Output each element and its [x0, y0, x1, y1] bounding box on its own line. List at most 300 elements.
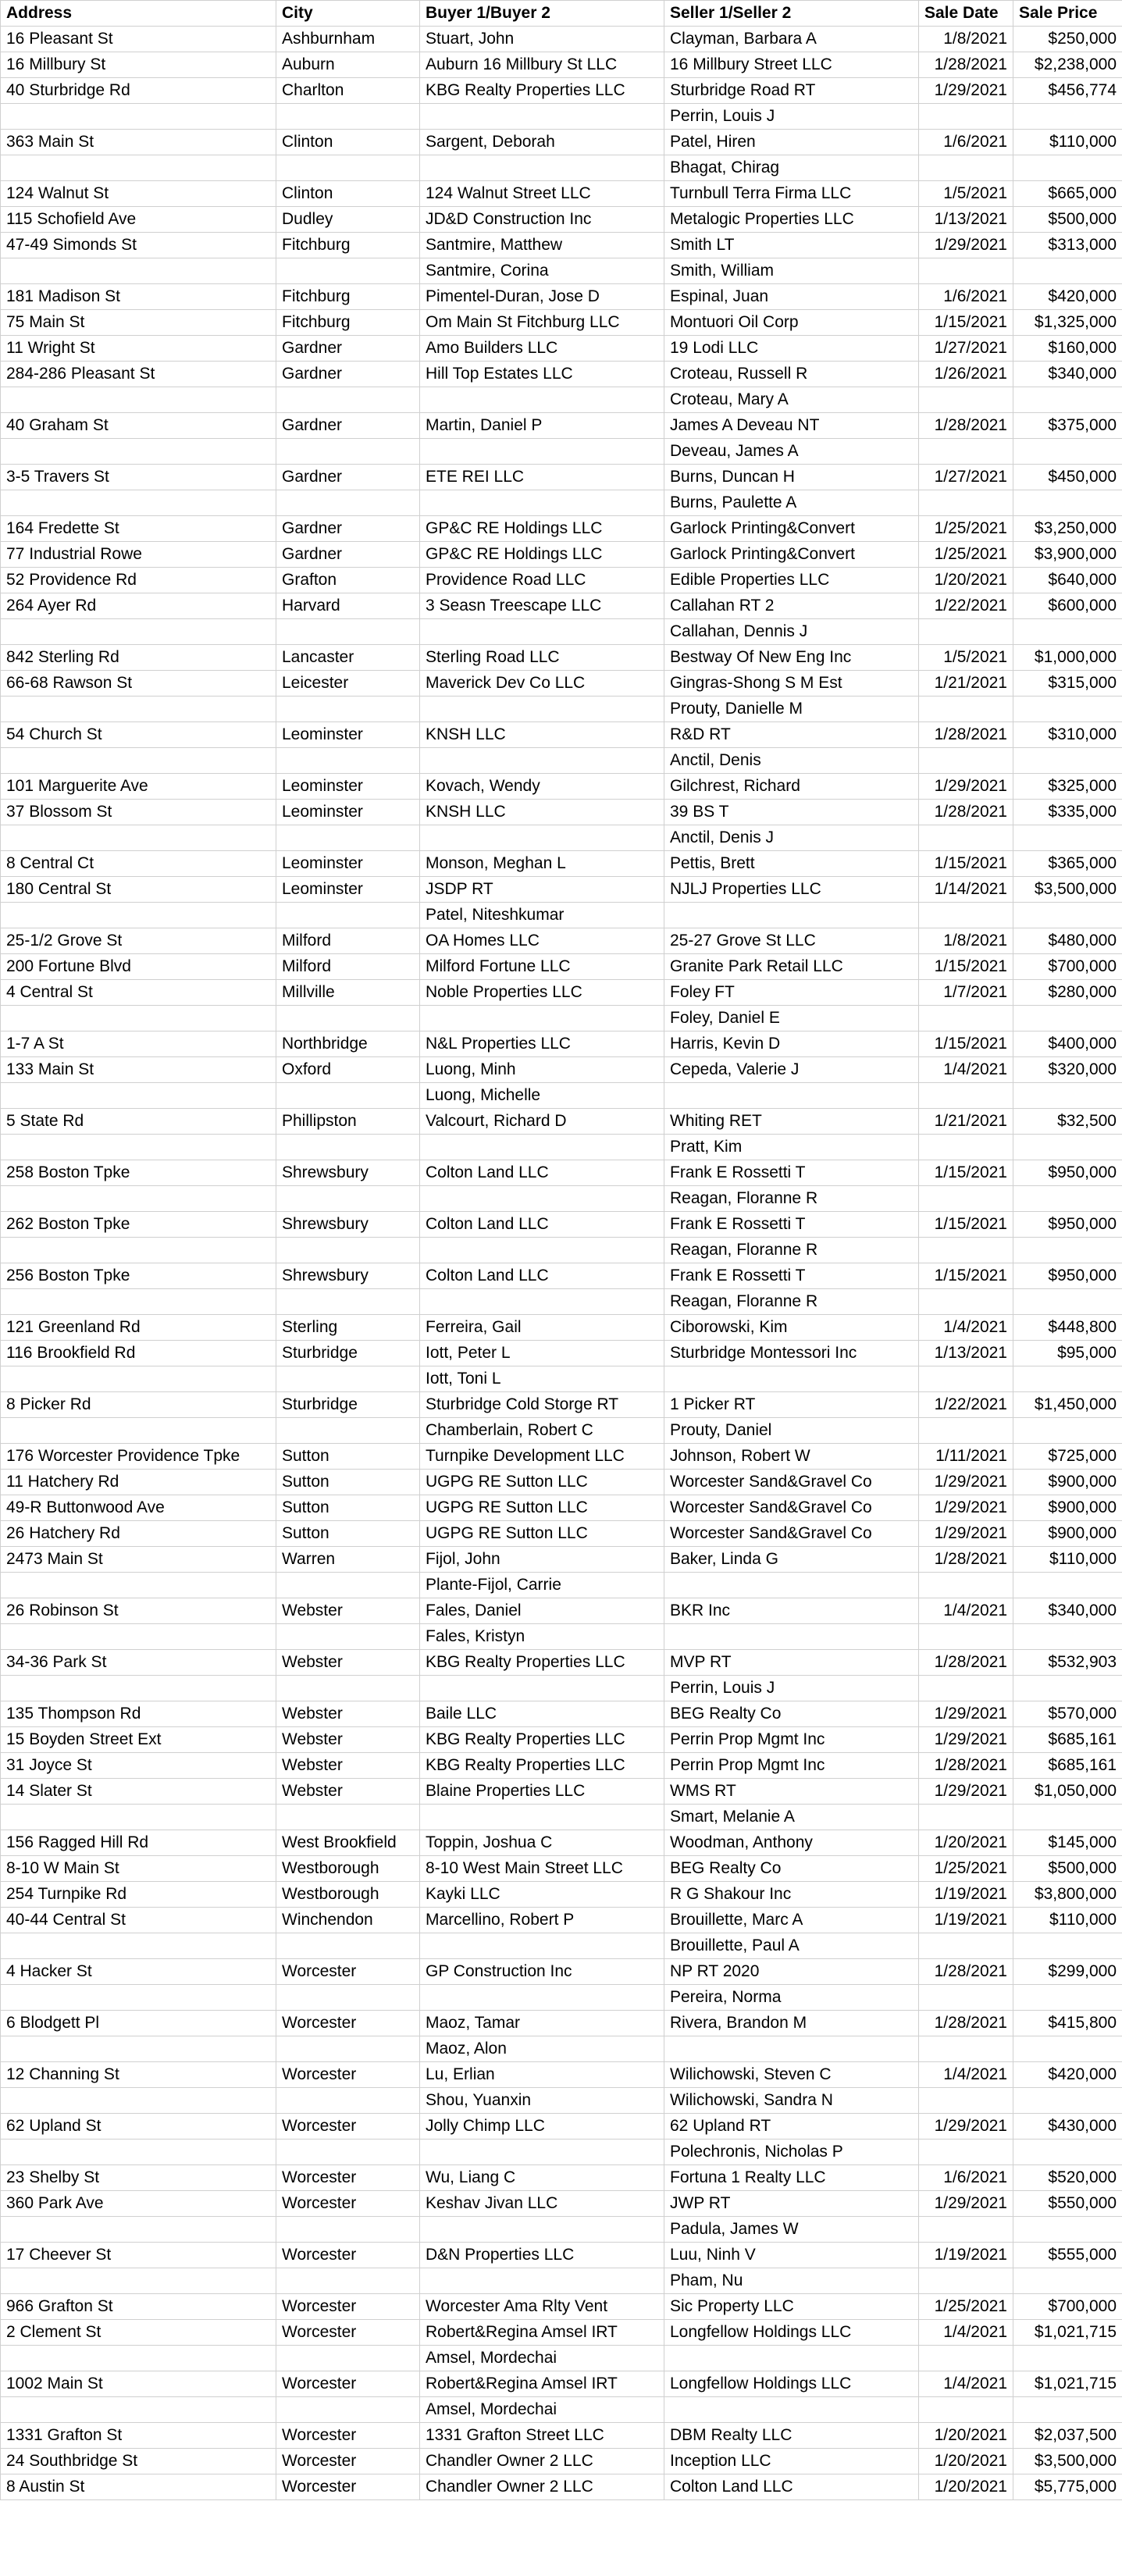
cell-seller[interactable]: Perrin Prop Mgmt Inc	[664, 1727, 919, 1753]
cell-buyer[interactable]: Pimentel-Duran, Jose D	[420, 284, 664, 310]
cell-city[interactable]: Warren	[276, 1547, 420, 1573]
cell-address[interactable]	[1, 903, 276, 928]
cell-city[interactable]	[276, 2397, 420, 2423]
cell-sale-date[interactable]: 1/4/2021	[919, 1315, 1013, 1341]
cell-address[interactable]: 25-1/2 Grove St	[1, 928, 276, 954]
cell-sale-date[interactable]: 1/19/2021	[919, 2243, 1013, 2268]
cell-city[interactable]	[276, 619, 420, 645]
cell-sale-date[interactable]	[919, 2268, 1013, 2294]
cell-seller[interactable]: Frank E Rossetti T	[664, 1212, 919, 1238]
cell-sale-price[interactable]: $685,161	[1013, 1753, 1122, 1779]
cell-buyer[interactable]: Chandler Owner 2 LLC	[420, 2474, 664, 2500]
cell-city[interactable]: Shrewsbury	[276, 1160, 420, 1186]
cell-sale-date[interactable]: 1/15/2021	[919, 1212, 1013, 1238]
cell-sale-price[interactable]: $725,000	[1013, 1444, 1122, 1470]
cell-seller[interactable]: Smart, Melanie A	[664, 1805, 919, 1830]
cell-sale-date[interactable]: 1/8/2021	[919, 928, 1013, 954]
cell-sale-date[interactable]: 1/28/2021	[919, 1959, 1013, 1985]
cell-buyer[interactable]: Amo Builders LLC	[420, 336, 664, 362]
cell-sale-price[interactable]: $160,000	[1013, 336, 1122, 362]
cell-sale-date[interactable]	[919, 490, 1013, 516]
cell-seller[interactable]: Bhagat, Chirag	[664, 155, 919, 181]
cell-buyer[interactable]	[420, 1135, 664, 1160]
cell-sale-date[interactable]: 1/20/2021	[919, 2423, 1013, 2449]
cell-sale-price[interactable]: $32,500	[1013, 1109, 1122, 1135]
cell-seller[interactable]: Pettis, Brett	[664, 851, 919, 877]
cell-sale-price[interactable]	[1013, 1083, 1122, 1109]
cell-sale-date[interactable]: 1/28/2021	[919, 52, 1013, 78]
cell-buyer[interactable]: Chamberlain, Robert C	[420, 1418, 664, 1444]
cell-address[interactable]	[1, 1676, 276, 1701]
cell-seller[interactable]: 16 Millbury Street LLC	[664, 52, 919, 78]
cell-seller[interactable]: Granite Park Retail LLC	[664, 954, 919, 980]
cell-address[interactable]: 200 Fortune Blvd	[1, 954, 276, 980]
cell-city[interactable]	[276, 1933, 420, 1959]
cell-sale-price[interactable]	[1013, 1135, 1122, 1160]
cell-seller[interactable]: Frank E Rossetti T	[664, 1160, 919, 1186]
cell-address[interactable]	[1, 155, 276, 181]
cell-sale-price[interactable]: $700,000	[1013, 954, 1122, 980]
cell-sale-price[interactable]: $3,500,000	[1013, 2449, 1122, 2474]
cell-city[interactable]	[276, 490, 420, 516]
cell-address[interactable]	[1, 1135, 276, 1160]
cell-sale-date[interactable]: 1/19/2021	[919, 1908, 1013, 1933]
cell-seller[interactable]: DBM Realty LLC	[664, 2423, 919, 2449]
cell-address[interactable]: 4 Hacker St	[1, 1959, 276, 1985]
cell-buyer[interactable]: Worcester Ama Rlty Vent	[420, 2294, 664, 2320]
cell-seller[interactable]	[664, 2346, 919, 2371]
cell-sale-date[interactable]: 1/15/2021	[919, 1160, 1013, 1186]
cell-sale-date[interactable]	[919, 104, 1013, 130]
cell-sale-date[interactable]: 1/28/2021	[919, 1650, 1013, 1676]
cell-address[interactable]: 966 Grafton St	[1, 2294, 276, 2320]
cell-seller[interactable]: Longfellow Holdings LLC	[664, 2371, 919, 2397]
cell-address[interactable]: 8 Picker Rd	[1, 1392, 276, 1418]
cell-seller[interactable]: Colton Land LLC	[664, 2474, 919, 2500]
cell-address[interactable]: 17 Cheever St	[1, 2243, 276, 2268]
cell-seller[interactable]: Anctil, Denis	[664, 748, 919, 774]
cell-buyer[interactable]: GP&C RE Holdings LLC	[420, 516, 664, 542]
cell-sale-price[interactable]: $110,000	[1013, 1908, 1122, 1933]
cell-city[interactable]: Worcester	[276, 2474, 420, 2500]
cell-address[interactable]: 14 Slater St	[1, 1779, 276, 1805]
cell-sale-price[interactable]: $280,000	[1013, 980, 1122, 1006]
cell-address[interactable]: 180 Central St	[1, 877, 276, 903]
cell-sale-price[interactable]: $950,000	[1013, 1160, 1122, 1186]
cell-address[interactable]	[1, 2346, 276, 2371]
cell-city[interactable]	[276, 387, 420, 413]
cell-sale-date[interactable]: 1/6/2021	[919, 130, 1013, 155]
cell-sale-price[interactable]: $340,000	[1013, 362, 1122, 387]
cell-sale-price[interactable]	[1013, 1006, 1122, 1031]
cell-address[interactable]: 11 Hatchery Rd	[1, 1470, 276, 1495]
cell-sale-price[interactable]: $145,000	[1013, 1830, 1122, 1856]
cell-sale-price[interactable]: $110,000	[1013, 1547, 1122, 1573]
cell-sale-date[interactable]: 1/5/2021	[919, 645, 1013, 671]
cell-sale-price[interactable]	[1013, 490, 1122, 516]
cell-city[interactable]: Lancaster	[276, 645, 420, 671]
cell-address[interactable]: 37 Blossom St	[1, 800, 276, 825]
cell-sale-price[interactable]: $5,775,000	[1013, 2474, 1122, 2500]
cell-address[interactable]: 116 Brookfield Rd	[1, 1341, 276, 1366]
cell-address[interactable]	[1, 1624, 276, 1650]
cell-address[interactable]	[1, 2088, 276, 2114]
cell-address[interactable]: 264 Ayer Rd	[1, 593, 276, 619]
cell-sale-price[interactable]: $3,500,000	[1013, 877, 1122, 903]
cell-buyer[interactable]: Keshav Jivan LLC	[420, 2191, 664, 2217]
cell-sale-date[interactable]: 1/20/2021	[919, 1830, 1013, 1856]
cell-sale-date[interactable]	[919, 2140, 1013, 2165]
cell-sale-date[interactable]: 1/29/2021	[919, 1495, 1013, 1521]
cell-address[interactable]: 8 Central Ct	[1, 851, 276, 877]
cell-seller[interactable]: Turnbull Terra Firma LLC	[664, 181, 919, 207]
cell-seller[interactable]: Callahan RT 2	[664, 593, 919, 619]
cell-address[interactable]	[1, 2140, 276, 2165]
cell-sale-price[interactable]	[1013, 2268, 1122, 2294]
cell-buyer[interactable]: Kayki LLC	[420, 1882, 664, 1908]
cell-city[interactable]	[276, 1624, 420, 1650]
cell-city[interactable]: Phillipston	[276, 1109, 420, 1135]
cell-address[interactable]: 49-R Buttonwood Ave	[1, 1495, 276, 1521]
cell-buyer[interactable]: Fijol, John	[420, 1547, 664, 1573]
cell-city[interactable]: Clinton	[276, 130, 420, 155]
cell-buyer[interactable]	[420, 387, 664, 413]
cell-sale-price[interactable]	[1013, 1933, 1122, 1959]
cell-seller[interactable]: Foley, Daniel E	[664, 1006, 919, 1031]
cell-city[interactable]	[276, 1985, 420, 2011]
cell-address[interactable]: 124 Walnut St	[1, 181, 276, 207]
cell-address[interactable]	[1, 2268, 276, 2294]
cell-sale-price[interactable]: $950,000	[1013, 1263, 1122, 1289]
cell-city[interactable]: Gardner	[276, 362, 420, 387]
cell-address[interactable]	[1, 748, 276, 774]
cell-buyer[interactable]: 1331 Grafton Street LLC	[420, 2423, 664, 2449]
cell-buyer[interactable]	[420, 1238, 664, 1263]
cell-sale-date[interactable]: 1/26/2021	[919, 362, 1013, 387]
cell-sale-date[interactable]: 1/15/2021	[919, 310, 1013, 336]
cell-sale-date[interactable]	[919, 1006, 1013, 1031]
cell-city[interactable]: Auburn	[276, 52, 420, 78]
cell-sale-price[interactable]: $420,000	[1013, 2062, 1122, 2088]
cell-seller[interactable]: Perrin, Louis J	[664, 1676, 919, 1701]
cell-city[interactable]: Sutton	[276, 1444, 420, 1470]
cell-seller[interactable]: Reagan, Floranne R	[664, 1238, 919, 1263]
cell-city[interactable]: Fitchburg	[276, 233, 420, 258]
cell-sale-date[interactable]: 1/25/2021	[919, 516, 1013, 542]
cell-buyer[interactable]: Auburn 16 Millbury St LLC	[420, 52, 664, 78]
cell-seller[interactable]: Sic Property LLC	[664, 2294, 919, 2320]
cell-sale-date[interactable]: 1/22/2021	[919, 593, 1013, 619]
cell-seller[interactable]: Clayman, Barbara A	[664, 27, 919, 52]
cell-sale-price[interactable]	[1013, 2088, 1122, 2114]
cell-city[interactable]: Dudley	[276, 207, 420, 233]
cell-seller[interactable]: Garlock Printing&Convert	[664, 516, 919, 542]
cell-address[interactable]: 47-49 Simonds St	[1, 233, 276, 258]
cell-sale-price[interactable]: $640,000	[1013, 568, 1122, 593]
cell-sale-date[interactable]	[919, 258, 1013, 284]
cell-sale-price[interactable]: $500,000	[1013, 207, 1122, 233]
cell-city[interactable]: Leominster	[276, 800, 420, 825]
cell-sale-date[interactable]: 1/28/2021	[919, 1547, 1013, 1573]
cell-sale-price[interactable]: $299,000	[1013, 1959, 1122, 1985]
cell-sale-price[interactable]: $685,161	[1013, 1727, 1122, 1753]
cell-city[interactable]	[276, 1006, 420, 1031]
cell-seller[interactable]: Sturbridge Road RT	[664, 78, 919, 104]
cell-seller[interactable]: 25-27 Grove St LLC	[664, 928, 919, 954]
cell-buyer[interactable]: Noble Properties LLC	[420, 980, 664, 1006]
cell-sale-price[interactable]: $1,050,000	[1013, 1779, 1122, 1805]
cell-city[interactable]: Worcester	[276, 2423, 420, 2449]
cell-address[interactable]: 3-5 Travers St	[1, 465, 276, 490]
cell-city[interactable]: Webster	[276, 1650, 420, 1676]
cell-city[interactable]: Worcester	[276, 2449, 420, 2474]
cell-city[interactable]: Worcester	[276, 2011, 420, 2036]
cell-city[interactable]	[276, 1186, 420, 1212]
cell-buyer[interactable]: Colton Land LLC	[420, 1212, 664, 1238]
cell-sale-date[interactable]	[919, 2036, 1013, 2062]
cell-city[interactable]	[276, 825, 420, 851]
cell-city[interactable]	[276, 748, 420, 774]
cell-seller[interactable]: Pham, Nu	[664, 2268, 919, 2294]
cell-city[interactable]: Clinton	[276, 181, 420, 207]
cell-seller[interactable]: Bestway Of New Eng Inc	[664, 645, 919, 671]
cell-buyer[interactable]: Robert&Regina Amsel IRT	[420, 2371, 664, 2397]
cell-sale-price[interactable]	[1013, 1805, 1122, 1830]
cell-sale-date[interactable]: 1/25/2021	[919, 1856, 1013, 1882]
cell-city[interactable]: Northbridge	[276, 1031, 420, 1057]
cell-buyer[interactable]: Shou, Yuanxin	[420, 2088, 664, 2114]
cell-buyer[interactable]: Patel, Niteshkumar	[420, 903, 664, 928]
cell-seller[interactable]: Baker, Linda G	[664, 1547, 919, 1573]
cell-address[interactable]: 5 State Rd	[1, 1109, 276, 1135]
column-header-seller[interactable]: Seller 1/Seller 2	[664, 1, 919, 27]
cell-sale-price[interactable]: $532,903	[1013, 1650, 1122, 1676]
cell-city[interactable]	[276, 258, 420, 284]
cell-address[interactable]: 23 Shelby St	[1, 2165, 276, 2191]
cell-city[interactable]	[276, 2140, 420, 2165]
cell-city[interactable]: Westborough	[276, 1856, 420, 1882]
cell-sale-date[interactable]	[919, 1624, 1013, 1650]
cell-city[interactable]: Sutton	[276, 1495, 420, 1521]
cell-sale-price[interactable]	[1013, 1624, 1122, 1650]
cell-city[interactable]	[276, 1805, 420, 1830]
cell-city[interactable]: Worcester	[276, 2191, 420, 2217]
cell-address[interactable]: 164 Fredette St	[1, 516, 276, 542]
cell-buyer[interactable]	[420, 2268, 664, 2294]
cell-seller[interactable]: Foley FT	[664, 980, 919, 1006]
cell-buyer[interactable]	[420, 1186, 664, 1212]
cell-sale-date[interactable]: 1/15/2021	[919, 954, 1013, 980]
cell-address[interactable]: 1-7 A St	[1, 1031, 276, 1057]
cell-sale-date[interactable]	[919, 2397, 1013, 2423]
cell-address[interactable]: 4 Central St	[1, 980, 276, 1006]
cell-city[interactable]: Gardner	[276, 413, 420, 439]
cell-address[interactable]: 256 Boston Tpke	[1, 1263, 276, 1289]
cell-sale-price[interactable]: $900,000	[1013, 1495, 1122, 1521]
cell-sale-price[interactable]: $400,000	[1013, 1031, 1122, 1057]
cell-address[interactable]: 40-44 Central St	[1, 1908, 276, 1933]
cell-sale-date[interactable]: 1/6/2021	[919, 2165, 1013, 2191]
cell-seller[interactable]: Gilchrest, Richard	[664, 774, 919, 800]
cell-sale-price[interactable]: $325,000	[1013, 774, 1122, 800]
cell-seller[interactable]: Metalogic Properties LLC	[664, 207, 919, 233]
cell-sale-price[interactable]	[1013, 1238, 1122, 1263]
cell-buyer[interactable]	[420, 825, 664, 851]
cell-address[interactable]	[1, 1366, 276, 1392]
cell-seller[interactable]: R G Shakour Inc	[664, 1882, 919, 1908]
cell-sale-date[interactable]: 1/27/2021	[919, 465, 1013, 490]
cell-sale-price[interactable]	[1013, 1418, 1122, 1444]
cell-sale-price[interactable]	[1013, 1366, 1122, 1392]
cell-city[interactable]	[276, 1573, 420, 1598]
cell-buyer[interactable]: Maverick Dev Co LLC	[420, 671, 664, 697]
cell-sale-price[interactable]: $430,000	[1013, 2114, 1122, 2140]
cell-sale-price[interactable]	[1013, 1985, 1122, 2011]
cell-address[interactable]	[1, 1083, 276, 1109]
cell-sale-date[interactable]: 1/29/2021	[919, 1470, 1013, 1495]
cell-city[interactable]	[276, 2217, 420, 2243]
cell-sale-price[interactable]: $3,900,000	[1013, 542, 1122, 568]
cell-seller[interactable]: Burns, Duncan H	[664, 465, 919, 490]
cell-buyer[interactable]: Hill Top Estates LLC	[420, 362, 664, 387]
cell-sale-date[interactable]	[919, 1676, 1013, 1701]
cell-sale-price[interactable]	[1013, 2217, 1122, 2243]
cell-sale-date[interactable]: 1/14/2021	[919, 877, 1013, 903]
cell-address[interactable]: 75 Main St	[1, 310, 276, 336]
cell-address[interactable]: 2 Clement St	[1, 2320, 276, 2346]
cell-buyer[interactable]	[420, 1985, 664, 2011]
cell-address[interactable]: 121 Greenland Rd	[1, 1315, 276, 1341]
cell-sale-price[interactable]: $250,000	[1013, 27, 1122, 52]
cell-seller[interactable]: Ciborowski, Kim	[664, 1315, 919, 1341]
cell-buyer[interactable]: Fales, Daniel	[420, 1598, 664, 1624]
cell-city[interactable]: Grafton	[276, 568, 420, 593]
cell-buyer[interactable]: Marcellino, Robert P	[420, 1908, 664, 1933]
cell-sale-date[interactable]: 1/22/2021	[919, 1392, 1013, 1418]
cell-city[interactable]: Leominster	[276, 877, 420, 903]
cell-address[interactable]: 135 Thompson Rd	[1, 1701, 276, 1727]
column-header-sale-date[interactable]: Sale Date	[919, 1, 1013, 27]
cell-buyer[interactable]: Martin, Daniel P	[420, 413, 664, 439]
cell-seller[interactable]: Reagan, Floranne R	[664, 1186, 919, 1212]
cell-address[interactable]: 181 Madison St	[1, 284, 276, 310]
cell-sale-date[interactable]: 1/28/2021	[919, 1753, 1013, 1779]
cell-buyer[interactable]: Lu, Erlian	[420, 2062, 664, 2088]
cell-address[interactable]	[1, 2397, 276, 2423]
cell-seller[interactable]: Wilichowski, Steven C	[664, 2062, 919, 2088]
cell-seller[interactable]: Polechronis, Nicholas P	[664, 2140, 919, 2165]
column-header-sale-price[interactable]: Sale Price	[1013, 1, 1122, 27]
cell-buyer[interactable]	[420, 697, 664, 722]
cell-city[interactable]: Shrewsbury	[276, 1263, 420, 1289]
cell-city[interactable]: Sterling	[276, 1315, 420, 1341]
cell-city[interactable]	[276, 439, 420, 465]
cell-seller[interactable]	[664, 1624, 919, 1650]
cell-city[interactable]: Sutton	[276, 1470, 420, 1495]
cell-address[interactable]	[1, 619, 276, 645]
cell-buyer[interactable]: Milford Fortune LLC	[420, 954, 664, 980]
cell-sale-price[interactable]: $1,000,000	[1013, 645, 1122, 671]
cell-seller[interactable]: Espinal, Juan	[664, 284, 919, 310]
cell-sale-price[interactable]	[1013, 2346, 1122, 2371]
cell-buyer[interactable]: KBG Realty Properties LLC	[420, 1727, 664, 1753]
cell-seller[interactable]: Harris, Kevin D	[664, 1031, 919, 1057]
cell-sale-price[interactable]: $456,774	[1013, 78, 1122, 104]
cell-sale-price[interactable]: $1,021,715	[1013, 2320, 1122, 2346]
cell-sale-price[interactable]: $555,000	[1013, 2243, 1122, 2268]
cell-city[interactable]	[276, 697, 420, 722]
cell-seller[interactable]: Perrin, Louis J	[664, 104, 919, 130]
cell-city[interactable]	[276, 1135, 420, 1160]
cell-city[interactable]: Westborough	[276, 1882, 420, 1908]
cell-sale-date[interactable]	[919, 1289, 1013, 1315]
cell-address[interactable]	[1, 104, 276, 130]
cell-address[interactable]	[1, 1985, 276, 2011]
cell-address[interactable]: 101 Marguerite Ave	[1, 774, 276, 800]
cell-address[interactable]	[1, 387, 276, 413]
cell-buyer[interactable]	[420, 1676, 664, 1701]
cell-address[interactable]: 6 Blodgett Pl	[1, 2011, 276, 2036]
cell-buyer[interactable]: Santmire, Corina	[420, 258, 664, 284]
cell-city[interactable]: Milford	[276, 954, 420, 980]
cell-sale-date[interactable]: 1/5/2021	[919, 181, 1013, 207]
cell-address[interactable]: 11 Wright St	[1, 336, 276, 362]
cell-seller[interactable]: Sturbridge Montessori Inc	[664, 1341, 919, 1366]
cell-address[interactable]: 15 Boyden Street Ext	[1, 1727, 276, 1753]
cell-city[interactable]: Webster	[276, 1753, 420, 1779]
cell-address[interactable]	[1, 1186, 276, 1212]
cell-buyer[interactable]	[420, 2140, 664, 2165]
cell-sale-date[interactable]: 1/8/2021	[919, 27, 1013, 52]
cell-address[interactable]	[1, 825, 276, 851]
cell-sale-price[interactable]: $900,000	[1013, 1470, 1122, 1495]
cell-seller[interactable]: Fortuna 1 Realty LLC	[664, 2165, 919, 2191]
cell-buyer[interactable]: Amsel, Mordechai	[420, 2346, 664, 2371]
cell-city[interactable]: Ashburnham	[276, 27, 420, 52]
cell-sale-price[interactable]	[1013, 104, 1122, 130]
cell-seller[interactable]: Prouty, Daniel	[664, 1418, 919, 1444]
cell-sale-price[interactable]: $335,000	[1013, 800, 1122, 825]
cell-city[interactable]: Webster	[276, 1598, 420, 1624]
cell-address[interactable]: 31 Joyce St	[1, 1753, 276, 1779]
cell-buyer[interactable]: KNSH LLC	[420, 800, 664, 825]
cell-seller[interactable]: Johnson, Robert W	[664, 1444, 919, 1470]
cell-sale-price[interactable]	[1013, 387, 1122, 413]
cell-address[interactable]: 77 Industrial Rowe	[1, 542, 276, 568]
cell-buyer[interactable]: Sargent, Deborah	[420, 130, 664, 155]
cell-city[interactable]: Gardner	[276, 336, 420, 362]
cell-seller[interactable]	[664, 1573, 919, 1598]
cell-sale-date[interactable]: 1/28/2021	[919, 413, 1013, 439]
cell-city[interactable]	[276, 2088, 420, 2114]
cell-buyer[interactable]: Jolly Chimp LLC	[420, 2114, 664, 2140]
cell-sale-date[interactable]: 1/29/2021	[919, 1521, 1013, 1547]
cell-city[interactable]: Worcester	[276, 2371, 420, 2397]
cell-sale-date[interactable]: 1/29/2021	[919, 2114, 1013, 2140]
cell-seller[interactable]: NP RT 2020	[664, 1959, 919, 1985]
cell-sale-date[interactable]	[919, 1933, 1013, 1959]
cell-sale-price[interactable]: $415,800	[1013, 2011, 1122, 2036]
cell-sale-date[interactable]: 1/29/2021	[919, 1779, 1013, 1805]
cell-buyer[interactable]: GP&C RE Holdings LLC	[420, 542, 664, 568]
cell-seller[interactable]: Reagan, Floranne R	[664, 1289, 919, 1315]
cell-seller[interactable]: Prouty, Danielle M	[664, 697, 919, 722]
cell-address[interactable]: 24 Southbridge St	[1, 2449, 276, 2474]
cell-buyer[interactable]: Baile LLC	[420, 1701, 664, 1727]
cell-sale-date[interactable]	[919, 825, 1013, 851]
cell-city[interactable]	[276, 1238, 420, 1263]
cell-seller[interactable]: Whiting RET	[664, 1109, 919, 1135]
